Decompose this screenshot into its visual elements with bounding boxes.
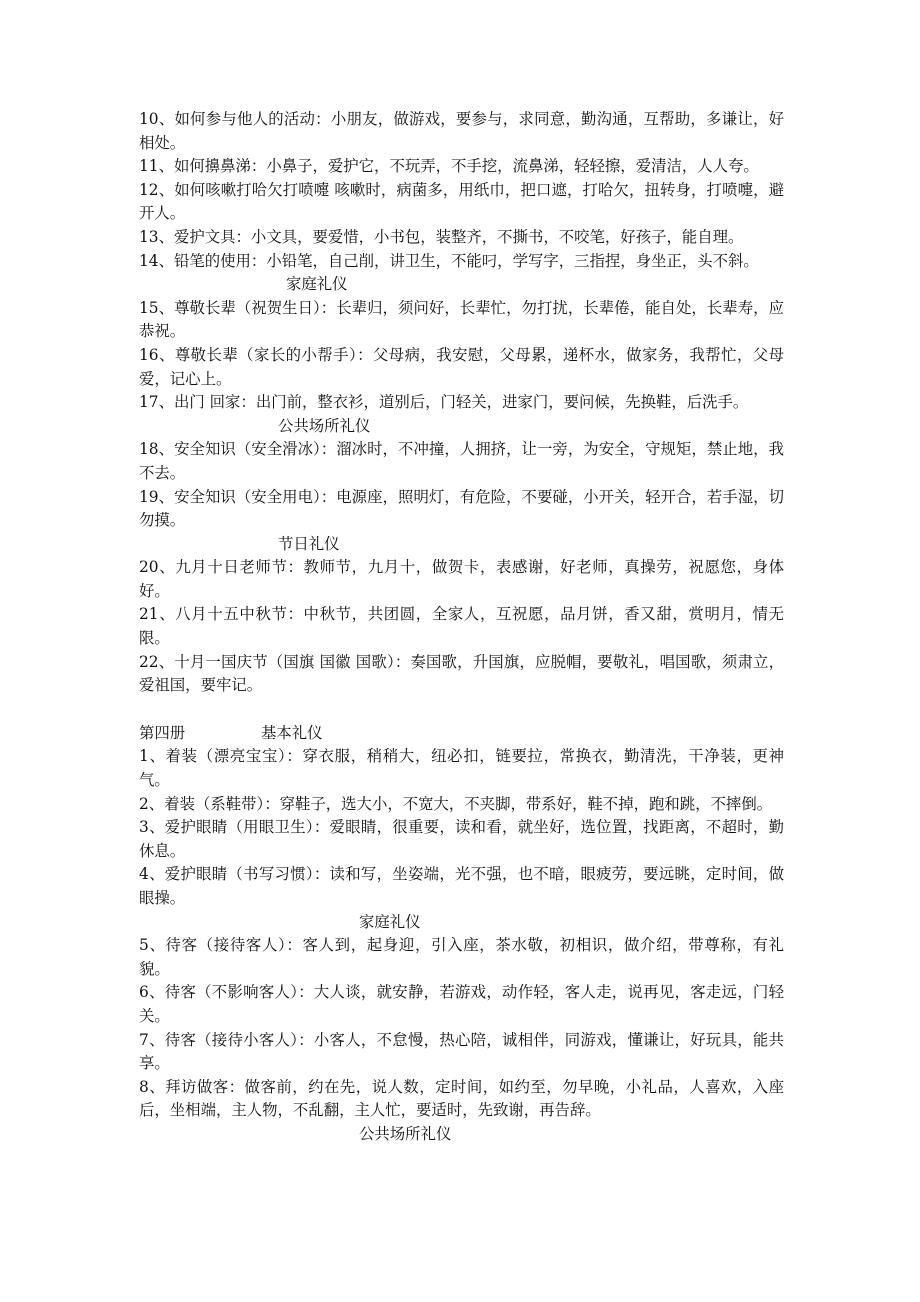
book-subtitle: 基本礼仪 (261, 723, 323, 742)
book-heading (139, 722, 784, 746)
paragraph-item-20: 20、九月十日老师节：教师节，九月十，做贺卡，表感谢，好老师，真操劳，祝愿您，身体好。 (139, 558, 784, 600)
paragraph-item-4: 4、爱护眼睛（书写习惯）：读和写，坐姿端，光不强，也不暗，眼疲劳，要远眺，定时间，做眼操。 (139, 865, 784, 907)
paragraph-item-8: 8、拜访做客：做客前，约在先，说人数，定时间，如约至，勿早晚，小礼品，人喜欢，入座后，坐相端，主人物，不乱翻，主人忙，要适时，先致谢，再告辞。 (139, 1077, 784, 1120)
paragraph-item-5: 5、待客（接待客人）：客人到，起身迎，引入座，茶水敬，初相识，做介绍，带尊称，有礼貌。 (139, 936, 784, 978)
paragraph-item-21: 21、八月十五中秋节：中秋节，共团圆，全家人，互祝愿，品月饼，香又甜，赏明月，情无限。 (139, 605, 784, 648)
paragraph-item-19: 19、安全知识（安全用电）：电源座，照明灯，有危险，不要碰，小开关，轻开合，若手湿，切勿摸。 (139, 487, 784, 530)
blank-line (139, 698, 784, 722)
section-heading-public-etiquette: 公共场所礼仪 (278, 416, 371, 435)
paragraph-item-15: 15、尊敬长辈（祝贺生日）：长辈归，须问好，长辈忙，勿打扰，长辈倦，能自处，长辈寿，应恭祝。 (139, 298, 784, 341)
section-heading-public-etiquette-2: 公共场所礼仪 (359, 1124, 452, 1143)
document-page (139, 108, 784, 1147)
paragraph-item-16: 16、尊敬长辈（家长的小帮手）：父母病，我安慰，父母累，递杯水，做家务，我帮忙，父母爱，记心上。 (139, 345, 784, 388)
section-heading-family-etiquette-2: 家庭礼仪 (359, 912, 421, 931)
book-title: 第四册 (139, 723, 186, 742)
paragraph-item-1: 1、着装（漂亮宝宝）：穿衣服，稍稍大，纽必扣，链要拉，常换衣，勤清洗，干净装，更神气。 (139, 747, 784, 790)
section-heading-family-etiquette: 家庭礼仪 (286, 275, 348, 294)
paragraph-item-11: 11、如何擤鼻涕：小鼻子，爱护它，不玩弄，不手挖，流鼻涕，轻轻擦，爱清洁，人人夸。 (139, 157, 759, 176)
paragraph-item-18: 18、安全知识（安全滑冰）：溜冰时，不冲撞，人拥挤，让一旁，为安全，守规矩，禁止地，我不去。 (139, 440, 784, 482)
paragraph-item-14: 14、铅笔的使用：小铅笔，自己削，讲卫生，不能叼，学写字，三指捏，身坐正，头不斜。 (139, 251, 759, 270)
paragraph-item-3: 3、爱护眼睛（用眼卫生）：爱眼睛，很重要，读和看，就坐好，选位置，找距离，不超时，勤休息。 (139, 818, 784, 860)
section-heading-festival-etiquette: 节日礼仪 (278, 534, 340, 553)
paragraph-item-10: 10、如何参与他人的活动：小朋友，做游戏，要参与，求同意，勤沟通，互帮助，多谦让，好相处。 (139, 110, 784, 152)
paragraph-item-13: 13、爱护文具：小文具，要爱惜，小书包，装整齐，不撕书，不咬笔，好孩子，能自理。 (139, 227, 744, 246)
paragraph-item-7: 7、待客（接待小客人）：小客人，不怠慢，热心陪，诚相伴，同游戏，懂谦让，好玩具，能共享。 (139, 1030, 784, 1073)
paragraph-item-17: 17、出门 回家：出门前，整衣衫，道别后，门轻关，进家门，要问候，先换鞋，后洗手。 (139, 393, 749, 412)
paragraph-item-12: 12、如何咳嗽打哈欠打喷嚏 咳嗽时，病菌多，用纸巾，把口遮，打哈欠，扭转身，打喷嚏，避开人。 (139, 180, 784, 223)
paragraph-item-22: 22、十月一国庆节（国旗 国徽 国歌）：奏国歌，升国旗，应脱帽，要敬礼，唱国歌，须肃立，爱祖国，要牢记。 (139, 652, 784, 695)
paragraph-item-6: 6、待客（不影响客人）：大人谈，就安静，若游戏，动作轻，客人走，说再见，客走远，门轻关。 (139, 983, 784, 1025)
paragraph-item-2: 2、着装（系鞋带）：穿鞋子，选大小，不宽大，不夹脚，带系好，鞋不掉，跑和跳，不摔倒。 (139, 794, 773, 813)
